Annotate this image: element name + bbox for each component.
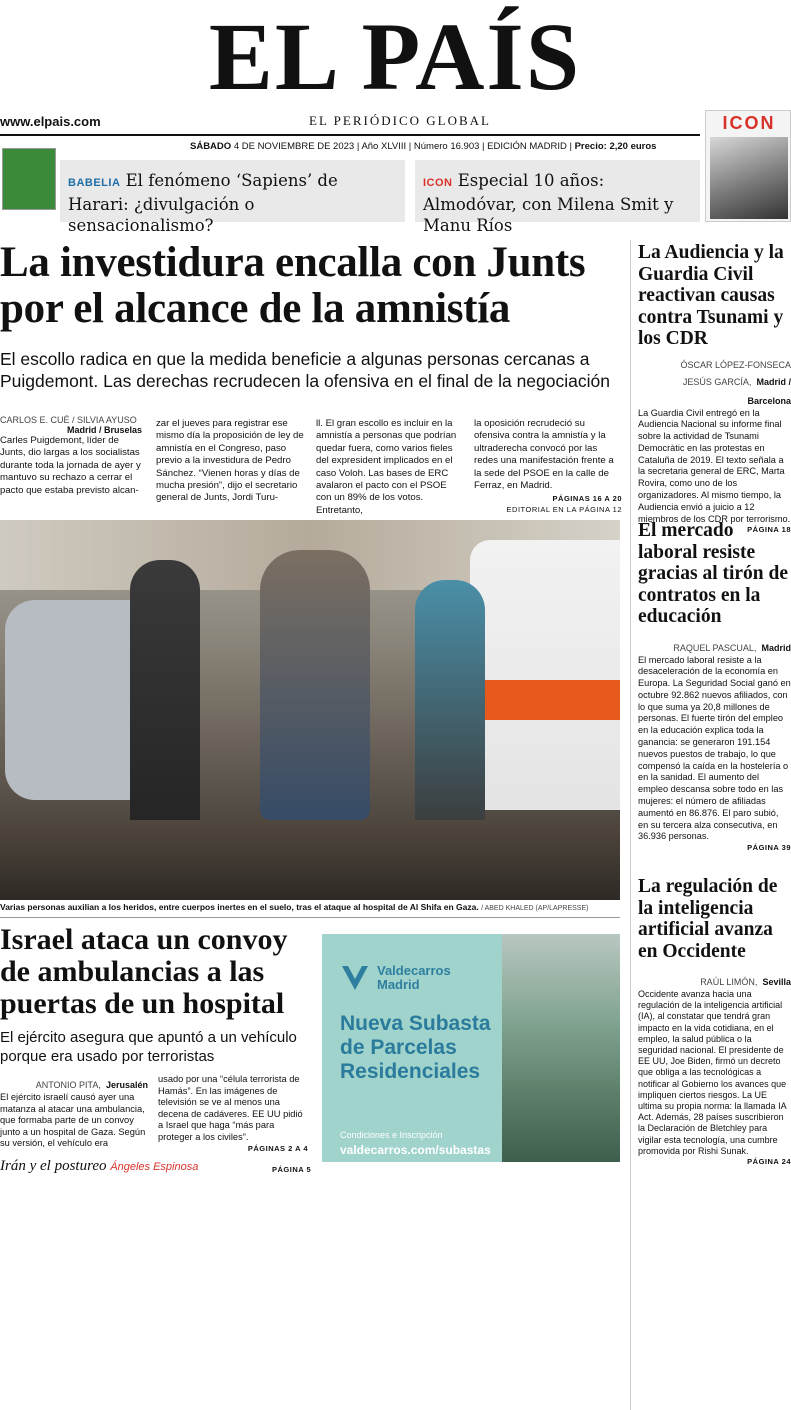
opinion-teaser[interactable]: Irán y el postureo Ángeles Espinosa [0, 1158, 199, 1174]
teaser-text: El fenómeno ‘Sapiens’ de Harari: ¿divulgación o sensacionalismo? [68, 171, 338, 235]
ad-title: Nueva Subasta de Parcelas Residenciales [340, 1012, 491, 1083]
gaza-col-1: ANTONIO PITA, Jerusalén El ejército israelí causó ayer una matanza al atacar una ambulancia, que formaba parte de un convoy junto a un hospital de Gaza. Según su versión, el vehículo era [0, 1080, 148, 1149]
ad-conditions: Condiciones e Inscripción [340, 1130, 443, 1140]
lead-dek: El escollo radica en que la medida beneficie a algunas personas cercanas a Puigdemont. Las derechas recrudecen la ofensiva en el final de la negociación [0, 349, 610, 391]
side-story-mercado[interactable]: El mercado laboral resiste gracias al tirón de contratos en la educación RAQUEL PASCUAL, Madrid El mercado laboral resiste a la desaceleración de la economía en Europa. La Seguridad Social ganó en octubre 92.862 nuevos afiliados, con lo que suma ya 20,8 millones de personas. El fuerte tirón del empleo en la educación explica toda la ganancia: se generaron 191.154 nuevos puestos de trabajo, lo que compensó la caída en la hostelería o en la sanidad. El aumento del empleo descansa sobre todo en las mujeres: el número de afiliadas aumentó en 86.876. El paro subió, en su tercera alza consecutiva, en 36.936 personas. PÁGINA 39 [638, 520, 791, 853]
ad-url[interactable]: valdecarros.com/subastas [340, 1143, 491, 1157]
icon-promo-title: ICON [722, 113, 776, 133]
ambulance [470, 540, 620, 810]
teaser-text: Especial 10 años: Almodóvar, con Milena Smit y Manu Ríos [423, 171, 674, 235]
column-divider [630, 240, 631, 1410]
teaser-icon[interactable] [415, 160, 700, 235]
masthead-logo: EL PAÍS [208, 3, 582, 110]
masthead-rule [0, 134, 700, 136]
ambulance-stripe [470, 680, 620, 720]
gaza-dek: El ejército asegura que apuntó a un vehículo porque era usado por terroristas [0, 1029, 297, 1065]
teaser-babelia[interactable] [60, 160, 405, 235]
icon-promo[interactable] [705, 110, 791, 222]
website-url[interactable]: www.elpais.com [0, 114, 101, 129]
lead-col-3: ll. El gran escollo es incluir en la amnistía a personas que podrían quedar fuera, como varios fieles del expresident implicados en el caso Voloh. Las bases de ERC avalaron el pacto con el PSOE con un 89% de los votos. Entretanto, [316, 418, 457, 516]
opinion-page-ref: PÁGINA 5 [272, 1165, 312, 1174]
teaser-kicker: ICON [423, 177, 453, 189]
standing-man [130, 560, 200, 860]
valdecarros-logo-icon [340, 964, 370, 992]
lead-col-4: la oposición recrudeció su ofensiva contra la amnistía y la ultraderecha convocó por las redes una manifestación frente a la sede del PSOE en la calle de Ferraz, en Madrid. PÁGINAS 16 A 20 EDITORIAL EN LA PÁGINA 12 [474, 418, 622, 515]
side-headline: El mercado laboral resiste gracias al tirón de contratos en la educación [638, 520, 789, 627]
man-carrying-child [260, 550, 370, 820]
photo-credit: / ABED KHALED (AP/LAPRESSE) [481, 905, 589, 912]
teaser-kicker: BABELIA [68, 177, 121, 189]
lead-page-ref: PÁGINAS 16 A 20 [552, 494, 622, 504]
photo-caption: Varias personas auxilian a los heridos, entre cuerpos inertes en el suelo, tras el ataque al hospital de Al Shifa en Gaza. / ABED KHALED (AP/LAPRESSE) [0, 902, 589, 912]
icon-cover-image [710, 137, 788, 219]
gaza-col-2: usado por una “célula terrorista de Hamás”. En las imágenes de televisión se ve al menos una decena de cadáveres. EE UU pidió a Israel que haga “más para proteger a los civiles”. PÁGINAS 2 A 4 [158, 1074, 308, 1153]
ad-aerial-image [502, 934, 620, 1162]
lead-col-1: CARLOS E. CUÉ / SILVIA AYUSO Madrid / Bruselas Carles Puigdemont, líder de Junts, dio largas a los socialistas durante toda la jornada de ayer y mantuvo su rechazo a cerrar el pacto que estaba previsto alcan- [0, 415, 142, 496]
editorial-ref: EDITORIAL EN LA PÁGINA 12 [506, 505, 622, 515]
side-headline: La Audiencia y la Guardia Civil reactivan causas contra Tsunami y los CDR [638, 242, 784, 349]
masthead-tagline: EL PERIÓDICO GLOBAL [309, 113, 491, 128]
lead-col-2: zar el jueves para registrar ese mismo día la proposición de ley de amnistía en el Congreso, paso previo a la investidura de Pedro Sánchez. “Vienen horas y días de mucha presión”, dijo el secretario general de Junts, Jordi Turu- [156, 418, 304, 504]
lead-headline[interactable]: La investidura encalla con Junts por el alcance de la amnistía [0, 239, 586, 332]
valdecarros-advertisement[interactable]: Valdecarros Madrid Nueva Subasta de Parcelas Residenciales Condiciones e Inscripción valdecarros.com/subastas [322, 934, 620, 1162]
gaza-hospital-photo[interactable] [0, 520, 620, 900]
babelia-cover-thumb [2, 148, 56, 210]
side-story-audiencia[interactable]: La Audiencia y la Guardia Civil reactivan causas contra Tsunami y los CDR ÓSCAR LÓPEZ-FONSECA JESÚS GARCÍA, Madrid / Barcelona La Guardia Civil entregó en la Audiencia Nacional su informe final sobre la actividad de Tsunami Democràtic en las protestas en Cataluña de 2019. El texto señala a la secretaria general de ERC, Marta Rovira, como uno de los organizadores. Al mismo tiempo, la Audiencia envió a juicio a 12 miembros de los CDR por terrorismo. PÁGINA 18 [638, 242, 791, 535]
ground [0, 820, 620, 900]
side-headline: La regulación de la inteligencia artificial avanza en Occidente [638, 876, 778, 962]
dateline: SÁBADO 4 DE NOVIEMBRE DE 2023 | Año XLVIII | Número 16.903 | EDICIÓN MADRID | Precio: 2,20 euros [190, 141, 657, 152]
side-story-ia[interactable]: La regulación de la inteligencia artificial avanza en Occidente RAÚL LIMÓN, Sevilla Occidente avanza hacia una regulación de la inteligencia artificial (IA), al constatar que tendrá gran impacto en la vida cotidiana, en el empleo, la salud pública o la seguridad nacional. El presidente de EE UU, Joe Biden, firmó un decreto que obliga a las tecnológicas a notificar al Gobierno los avances que impliquen ciertos riesgos. La UE ultima su propia norma: la llamada IA Act. Además, 28 países suscribieron la Declaración de Bletchley para vigilar esta tecnología, una cumbre promovida por Rishi Sunak. PÁGINA 24 [638, 876, 791, 1167]
gaza-headline[interactable]: Israel ataca un convoy de ambulancias a las puertas de un hospital [0, 923, 288, 1020]
man-striped-shirt [415, 580, 485, 830]
